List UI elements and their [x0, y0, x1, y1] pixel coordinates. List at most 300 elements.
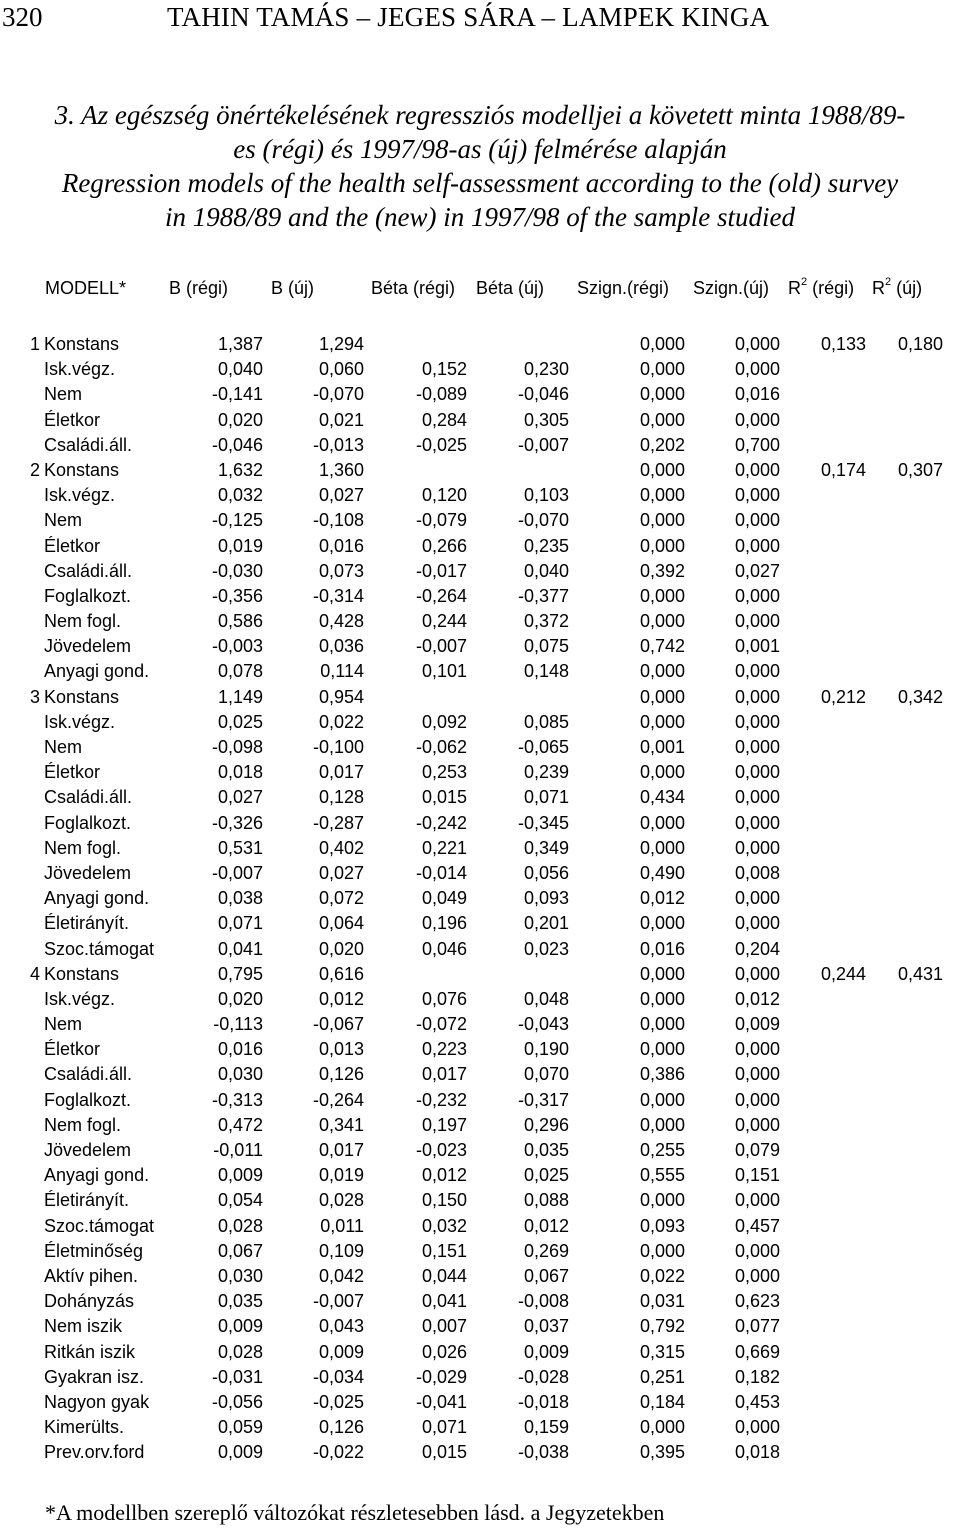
sign-new-cell: 0,009: [734, 1014, 780, 1035]
table-row: [0, 1012, 960, 1037]
sign-new-cell: 0,000: [734, 585, 780, 606]
variable-name: Gyakran isz.: [44, 1366, 145, 1387]
table-row: [0, 710, 960, 735]
beta-old-cell: 0,007: [421, 1316, 467, 1337]
sign-old-cell: 0,022: [639, 1265, 685, 1286]
b-new-cell: -0,100: [312, 737, 364, 757]
beta-new-cell: 0,012: [523, 1215, 569, 1236]
table-row: [0, 962, 960, 987]
table-row: [0, 609, 960, 634]
beta-new-cell: 0,235: [523, 535, 569, 556]
b-new-cell: 0,064: [318, 913, 364, 934]
variable-name: Foglalkozt.: [44, 585, 132, 606]
b-old-cell: -0,003: [211, 636, 263, 657]
sign-new-cell: 0,000: [734, 1064, 780, 1085]
sign-new-cell: 0,000: [734, 359, 780, 380]
table-row: [0, 1163, 960, 1188]
beta-new-cell: 0,159: [523, 1417, 569, 1438]
beta-old-cell: 0,071: [421, 1417, 467, 1438]
model-number: 3: [29, 686, 40, 707]
sign-new-cell: 0,077: [734, 1316, 780, 1337]
beta-old-cell: 0,012: [421, 1165, 467, 1186]
b-new-cell: 0,013: [318, 1039, 364, 1060]
b-new-cell: 0,022: [318, 711, 364, 732]
table-row: [0, 685, 960, 710]
sign-old-cell: 0,000: [639, 510, 685, 531]
running-title: TAHIN TAMÁS – JEGES SÁRA – LAMPEK KINGA: [167, 2, 770, 32]
b-old-cell: 0,009: [217, 1165, 263, 1186]
sign-old-cell: 0,000: [639, 334, 685, 354]
sign-new-cell: 0,027: [734, 560, 780, 581]
beta-new-cell: 0,230: [523, 359, 569, 380]
sign-new-cell: 0,000: [734, 787, 780, 808]
beta-old-cell: 0,253: [421, 762, 467, 783]
sign-old-cell: 0,000: [639, 988, 685, 1009]
variable-name: Családi.áll.: [44, 560, 133, 581]
b-new-cell: 0,128: [318, 787, 364, 808]
variable-name: Isk.végz.: [44, 711, 116, 732]
b-new-cell: 0,036: [318, 636, 364, 657]
sign-new-cell: 0,000: [734, 762, 780, 783]
variable-name: Konstans: [44, 334, 120, 354]
variable-name: Életkor: [44, 762, 101, 783]
beta-new-cell: 0,037: [523, 1316, 569, 1337]
beta-new-cell: 0,201: [523, 913, 569, 934]
r2-old-cell: 0,174: [820, 459, 866, 480]
r2-new-sup: 2: [885, 276, 892, 288]
sign-old-cell: 0,001: [639, 737, 685, 757]
b-old-cell: 0,020: [217, 409, 263, 430]
table-row: [0, 785, 960, 810]
sign-new-cell: 0,000: [734, 686, 780, 707]
beta-new-cell: 0,305: [523, 409, 569, 430]
b-new-cell: -0,287: [312, 812, 364, 833]
b-old-cell: -0,056: [211, 1391, 263, 1412]
sign-old-cell: 0,434: [639, 787, 685, 808]
beta-new-cell: 0,071: [523, 787, 569, 808]
b-old-cell: 0,020: [217, 988, 263, 1009]
sign-old-cell: 0,000: [639, 384, 685, 405]
variable-name: Nem: [44, 510, 83, 531]
sign-old-cell: 0,000: [639, 1240, 685, 1261]
table-row: [0, 1415, 960, 1440]
b-new-cell: 0,042: [318, 1265, 364, 1286]
sign-new-cell: 0,000: [734, 1417, 780, 1438]
b-new-cell: -0,070: [312, 384, 364, 405]
sign-new-cell: 0,000: [734, 837, 780, 858]
sign-old-cell: 0,742: [639, 636, 685, 657]
sign-old-cell: 0,000: [639, 485, 685, 506]
b-new-cell: -0,007: [312, 1291, 364, 1312]
variable-name: Kimerülts.: [44, 1417, 125, 1438]
table-row: [0, 1390, 960, 1415]
variable-name: Nem: [44, 737, 83, 757]
table-row: [0, 760, 960, 785]
sign-new-cell: 0,204: [734, 938, 780, 959]
beta-new-cell: 0,148: [523, 661, 569, 682]
beta-new-cell: 0,085: [523, 711, 569, 732]
beta-new-cell: 0,067: [523, 1265, 569, 1286]
table-row: [0, 1440, 960, 1465]
table-row: [0, 1138, 960, 1163]
beta-new-cell: -0,038: [517, 1442, 569, 1463]
variable-name: Családi.áll.: [44, 434, 133, 455]
b-old-cell: 0,025: [217, 711, 263, 732]
b-old-cell: 0,067: [217, 1240, 263, 1261]
beta-old-cell: 0,120: [421, 485, 467, 506]
sign-new-cell: 0,182: [734, 1366, 780, 1387]
variable-name: Dohányzás: [44, 1291, 135, 1312]
col-header-sign-new: Szign.(új): [693, 278, 770, 298]
sign-new-cell: 0,000: [734, 1190, 780, 1211]
b-old-cell: 0,027: [217, 787, 263, 808]
beta-old-cell: -0,007: [415, 636, 467, 657]
table-row: [0, 987, 960, 1012]
table-row: [0, 1314, 960, 1339]
table-header: [0, 278, 960, 308]
sign-old-cell: 0,000: [639, 1039, 685, 1060]
b-new-cell: 0,011: [320, 1215, 364, 1236]
beta-new-cell: 0,025: [523, 1165, 569, 1186]
table-row: [0, 1113, 960, 1138]
sign-new-cell: 0,000: [734, 485, 780, 506]
sign-old-cell: 0,000: [639, 762, 685, 783]
beta-new-cell: 0,035: [523, 1140, 569, 1160]
r2-old-cell: 0,212: [820, 686, 866, 707]
sign-old-cell: 0,395: [639, 1442, 685, 1463]
sign-new-cell: 0,016: [734, 384, 780, 405]
col-header-beta-new: Béta (új): [476, 278, 545, 298]
variable-name: Nem iszik: [44, 1316, 123, 1337]
beta-new-cell: -0,377: [517, 585, 569, 606]
table-caption: [0, 98, 960, 234]
b-old-cell: 0,028: [217, 1341, 263, 1362]
sign-old-cell: 0,392: [639, 560, 685, 581]
sign-new-cell: 0,000: [734, 409, 780, 430]
col-header-r2-new: [872, 278, 922, 299]
beta-old-cell: -0,232: [415, 1089, 467, 1110]
sign-new-cell: 0,700: [734, 434, 780, 455]
beta-new-cell: -0,018: [517, 1391, 569, 1412]
b-old-cell: 1,632: [217, 459, 263, 480]
b-new-cell: 0,019: [318, 1165, 364, 1186]
sign-old-cell: 0,202: [639, 434, 685, 455]
sign-new-cell: 0,008: [734, 862, 780, 883]
table-row: [0, 1037, 960, 1062]
sign-new-cell: 0,000: [734, 459, 780, 480]
beta-old-cell: 0,152: [421, 359, 467, 380]
beta-old-cell: 0,017: [421, 1064, 467, 1085]
beta-new-cell: 0,056: [523, 862, 569, 883]
b-old-cell: 0,035: [217, 1291, 263, 1312]
table-row: [0, 836, 960, 861]
variable-name: Konstans: [44, 686, 120, 707]
sign-old-cell: 0,000: [639, 1114, 685, 1135]
r2-old-cell: 0,133: [820, 334, 866, 354]
variable-name: Családi.áll.: [44, 1064, 133, 1085]
beta-old-cell: -0,264: [415, 585, 467, 606]
b-old-cell: 0,009: [217, 1442, 263, 1463]
r2-old-r: R: [788, 278, 801, 298]
b-new-cell: 0,027: [318, 862, 364, 883]
beta-new-cell: -0,317: [517, 1089, 569, 1110]
col-header-b-old: B (régi): [169, 278, 229, 298]
beta-old-cell: 0,076: [421, 988, 467, 1009]
variable-name: Nem: [44, 384, 83, 405]
table-row: [0, 1340, 960, 1365]
b-old-cell: 0,078: [217, 661, 263, 682]
beta-old-cell: 0,041: [421, 1291, 467, 1312]
b-old-cell: 1,149: [217, 686, 263, 707]
b-new-cell: 0,020: [318, 938, 364, 959]
b-old-cell: 0,030: [217, 1064, 263, 1085]
b-old-cell: 0,531: [217, 837, 263, 858]
beta-new-cell: 0,040: [523, 560, 569, 581]
table-row: [0, 1289, 960, 1314]
b-new-cell: -0,025: [312, 1391, 364, 1412]
b-old-cell: 0,054: [217, 1190, 263, 1211]
sign-old-cell: 0,031: [639, 1291, 685, 1312]
beta-old-cell: 0,196: [421, 913, 467, 934]
variable-name: Nem fogl.: [44, 837, 122, 858]
beta-new-cell: -0,065: [517, 737, 569, 757]
col-header-sign-old: Szign.(régi): [577, 278, 670, 298]
table-row: [0, 433, 960, 458]
b-new-cell: 0,616: [318, 963, 364, 984]
b-new-cell: 0,021: [318, 409, 364, 430]
table-row: [0, 735, 960, 760]
table-row: [0, 886, 960, 911]
variable-name: Életminőség: [44, 1240, 144, 1261]
r2-old-label: (régi): [807, 278, 855, 298]
variable-name: Szoc.támogat: [44, 938, 155, 959]
table-row: [0, 1062, 960, 1087]
variable-name: Foglalkozt.: [44, 812, 132, 833]
beta-new-cell: 0,103: [523, 485, 569, 506]
beta-old-cell: -0,041: [415, 1391, 467, 1412]
b-new-cell: 0,126: [318, 1417, 364, 1438]
sign-new-cell: 0,000: [734, 737, 780, 757]
sign-new-cell: 0,000: [734, 1039, 780, 1060]
model-number: 1: [29, 334, 40, 354]
table-row: [0, 861, 960, 886]
variable-name: Jövedelem: [44, 636, 132, 657]
beta-old-cell: 0,026: [421, 1341, 467, 1362]
caption-line: es (régi) és 1997/98-as (új) felmérése alapján: [233, 134, 727, 164]
sign-new-cell: 0,000: [734, 1265, 780, 1286]
sign-old-cell: 0,255: [639, 1140, 685, 1160]
sign-new-cell: 0,012: [734, 988, 780, 1009]
beta-new-cell: 0,239: [523, 762, 569, 783]
table-row: [0, 534, 960, 559]
model-number: 2: [29, 459, 40, 480]
sign-old-cell: 0,184: [639, 1391, 685, 1412]
beta-old-cell: 0,101: [421, 661, 467, 682]
b-new-cell: 0,043: [318, 1316, 364, 1337]
sign-old-cell: 0,016: [639, 938, 685, 959]
sign-new-cell: 0,000: [734, 661, 780, 682]
variable-name: Életirányít.: [44, 1190, 130, 1211]
b-new-cell: 1,360: [318, 459, 364, 480]
beta-new-cell: 0,088: [523, 1190, 569, 1211]
beta-new-cell: 0,048: [523, 988, 569, 1009]
sign-old-cell: 0,000: [639, 1190, 685, 1211]
b-new-cell: 1,294: [318, 334, 364, 354]
r2-new-cell: 0,307: [897, 459, 943, 480]
b-new-cell: 0,402: [318, 837, 364, 858]
variable-name: Anyagi gond.: [44, 661, 150, 682]
r2-new-cell: 0,180: [897, 334, 943, 354]
beta-new-cell: -0,345: [517, 812, 569, 833]
beta-new-cell: 0,023: [523, 938, 569, 959]
b-old-cell: 0,071: [217, 913, 263, 934]
table-row: [0, 508, 960, 533]
variable-name: Életkor: [44, 535, 101, 556]
beta-old-cell: 0,223: [421, 1039, 467, 1060]
b-old-cell: 0,009: [217, 1316, 263, 1337]
beta-old-cell: 0,197: [421, 1114, 467, 1135]
beta-new-cell: -0,008: [517, 1291, 569, 1312]
table-row: [0, 911, 960, 936]
beta-new-cell: -0,046: [517, 384, 569, 405]
col-header-r2-old: [788, 278, 854, 299]
b-old-cell: -0,031: [211, 1366, 263, 1387]
b-old-cell: 0,032: [217, 485, 263, 506]
beta-new-cell: 0,190: [523, 1039, 569, 1060]
beta-old-cell: -0,089: [415, 384, 467, 405]
sign-old-cell: 0,490: [639, 862, 685, 883]
sign-new-cell: 0,151: [734, 1165, 780, 1186]
b-new-cell: -0,314: [312, 585, 364, 606]
b-old-cell: 0,019: [217, 535, 263, 556]
beta-old-cell: -0,023: [415, 1140, 467, 1160]
b-old-cell: 0,028: [217, 1215, 263, 1236]
sign-old-cell: 0,012: [639, 888, 685, 909]
beta-old-cell: 0,046: [421, 938, 467, 959]
b-new-cell: -0,108: [312, 510, 364, 531]
beta-new-cell: -0,070: [517, 510, 569, 531]
b-new-cell: 0,027: [318, 485, 364, 506]
beta-old-cell: 0,266: [421, 535, 467, 556]
page-header: [0, 0, 960, 40]
sign-new-cell: 0,000: [734, 1114, 780, 1135]
variable-name: Aktív pihen.: [44, 1265, 139, 1286]
b-new-cell: 0,017: [318, 762, 364, 783]
b-old-cell: 0,472: [217, 1114, 263, 1135]
sign-new-cell: 0,000: [734, 963, 780, 984]
b-new-cell: 0,954: [318, 686, 364, 707]
sign-old-cell: 0,386: [639, 1064, 685, 1085]
b-new-cell: 0,028: [318, 1190, 364, 1211]
beta-old-cell: -0,029: [415, 1366, 467, 1387]
variable-name: Életkor: [44, 1039, 101, 1060]
beta-new-cell: -0,043: [517, 1014, 569, 1035]
variable-name: Jövedelem: [44, 862, 132, 883]
beta-old-cell: 0,150: [421, 1190, 467, 1211]
beta-new-cell: 0,296: [523, 1114, 569, 1135]
model-number: 4: [29, 963, 40, 984]
beta-old-cell: 0,015: [421, 1442, 467, 1463]
page-number: 320: [2, 2, 43, 32]
b-old-cell: -0,125: [211, 510, 263, 531]
caption-line: Regression models of the health self-assessment according to the (old) survey: [61, 168, 899, 198]
table-row: [0, 659, 960, 684]
b-old-cell: -0,098: [211, 737, 263, 757]
table-row: [0, 458, 960, 483]
variable-name: Jövedelem: [44, 1140, 132, 1160]
col-header-b-new: B (új): [271, 278, 315, 298]
beta-new-cell: -0,028: [517, 1366, 569, 1387]
b-old-cell: 0,040: [217, 359, 263, 380]
col-header-beta-old: Béta (régi): [371, 278, 456, 298]
b-new-cell: 0,126: [318, 1064, 364, 1085]
sign-old-cell: 0,000: [639, 359, 685, 380]
table-row: [0, 937, 960, 962]
sign-old-cell: 0,000: [639, 913, 685, 934]
beta-old-cell: 0,049: [421, 888, 467, 909]
sign-new-cell: 0,000: [734, 611, 780, 632]
sign-old-cell: 0,000: [639, 1089, 685, 1110]
variable-name: Prev.orv.ford: [44, 1442, 145, 1463]
sign-new-cell: 0,000: [734, 913, 780, 934]
variable-name: Isk.végz.: [44, 485, 116, 506]
beta-old-cell: -0,242: [415, 812, 467, 833]
beta-old-cell: 0,044: [421, 1265, 467, 1286]
sign-old-cell: 0,000: [639, 1417, 685, 1438]
sign-new-cell: 0,000: [734, 334, 780, 354]
variable-name: Nagyon gyak: [44, 1391, 150, 1412]
table-row: [0, 382, 960, 407]
table-row: [0, 483, 960, 508]
r2-old-cell: 0,244: [820, 963, 866, 984]
b-old-cell: -0,356: [211, 585, 263, 606]
b-old-cell: -0,326: [211, 812, 263, 833]
b-old-cell: 0,586: [217, 611, 263, 632]
b-old-cell: 0,016: [217, 1039, 263, 1060]
col-header-model: MODELL*: [45, 278, 127, 298]
variable-name: Szoc.támogat: [44, 1215, 155, 1236]
beta-old-cell: 0,015: [421, 787, 467, 808]
beta-new-cell: 0,070: [523, 1064, 569, 1085]
variable-name: Foglalkozt.: [44, 1089, 132, 1110]
table-row: [0, 584, 960, 609]
sign-old-cell: 0,000: [639, 409, 685, 430]
b-old-cell: 0,030: [217, 1265, 263, 1286]
variable-name: Nem fogl.: [44, 611, 122, 632]
variable-name: Anyagi gond.: [44, 1165, 150, 1186]
variable-name: Isk.végz.: [44, 359, 116, 380]
variable-name: Konstans: [44, 459, 120, 480]
b-new-cell: -0,034: [312, 1366, 364, 1387]
sign-old-cell: 0,315: [639, 1341, 685, 1362]
sign-old-cell: 0,000: [639, 963, 685, 984]
sign-new-cell: 0,000: [734, 510, 780, 531]
sign-old-cell: 0,000: [639, 812, 685, 833]
b-old-cell: -0,030: [211, 560, 263, 581]
b-new-cell: 0,341: [318, 1114, 364, 1135]
sign-new-cell: 0,669: [734, 1341, 780, 1362]
table-row: [0, 1214, 960, 1239]
b-new-cell: 0,109: [318, 1240, 364, 1261]
beta-old-cell: 0,032: [421, 1215, 467, 1236]
b-old-cell: 1,387: [217, 334, 263, 354]
sign-new-cell: 0,001: [734, 636, 780, 657]
b-old-cell: -0,046: [211, 434, 263, 455]
table-row: [0, 634, 960, 659]
table-row: [0, 1088, 960, 1113]
r2-old-sup: 2: [801, 276, 808, 288]
b-new-cell: 0,012: [318, 988, 364, 1009]
